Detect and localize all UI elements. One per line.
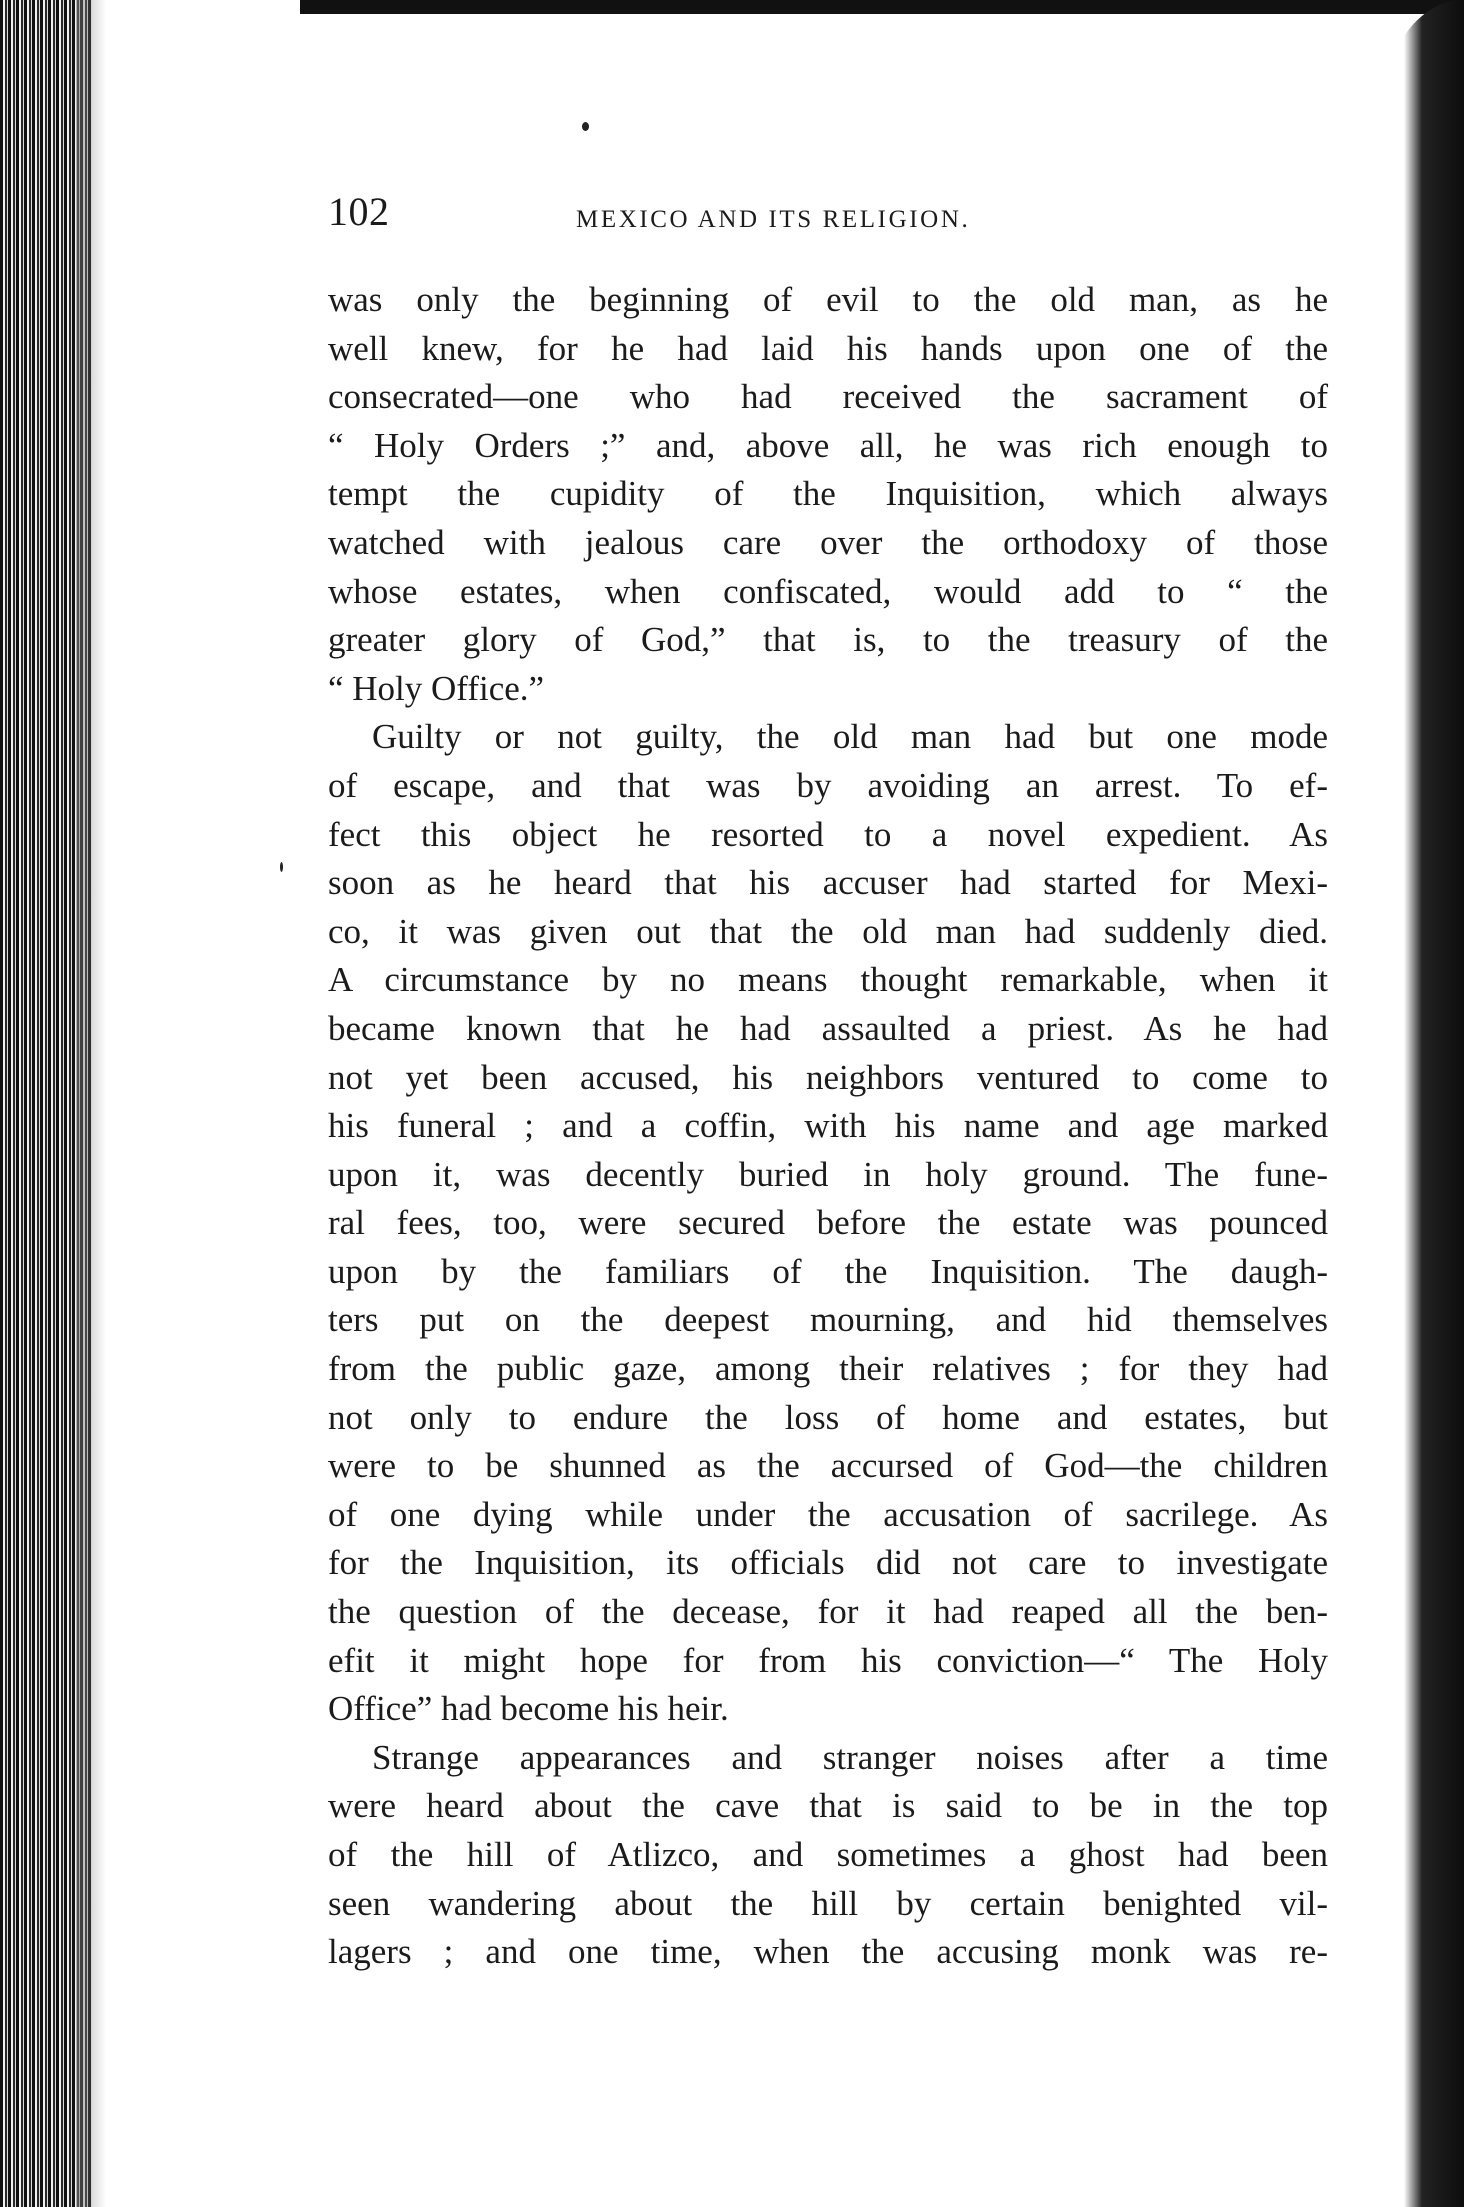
gutter-shadow — [76, 0, 106, 2207]
ink-speck — [582, 122, 589, 131]
text-line: of one dying while under the accusation of sacrilege. As — [328, 1494, 1328, 1534]
page-number: 102 — [328, 189, 390, 234]
text-line: upon by the familiars of the Inquisition. The daugh- — [328, 1251, 1328, 1291]
text-line: “ Holy Office.” — [328, 668, 545, 708]
scan-edge-right — [1384, 0, 1464, 2207]
text-line: ral fees, too, were secured before the estate was pounced — [328, 1203, 1328, 1243]
paragraph-start-line: Strange appearances and stranger noises after a time — [372, 1737, 1328, 1777]
paragraph-start-line: Guilty or not guilty, the old man had but one mode — [372, 717, 1328, 757]
text-line: was only the beginning of evil to the old man, as he — [328, 280, 1328, 319]
text-line: from the public gaze, among their relatives ; for they had — [328, 1349, 1328, 1389]
body-text — [328, 276, 1328, 1977]
text-line: were to be shunned as the accursed of God—the children — [328, 1446, 1328, 1486]
page-header — [328, 188, 1328, 248]
text-line: whose estates, when confiscated, would add to “ the — [328, 571, 1328, 611]
text-line: the question of the decease, for it had reaped all the ben- — [328, 1592, 1328, 1632]
text-line: co, it was given out that the old man had suddenly died. — [328, 911, 1328, 951]
running-title: MEXICO AND ITS RELIGION. — [576, 206, 971, 233]
text-line: of escape, and that was by avoiding an arrest. To ef- — [328, 765, 1328, 805]
ink-speck — [280, 862, 283, 872]
text-line: efit it might hope for from his conviction—“ The Holy — [328, 1640, 1328, 1680]
text-line: upon it, was decently buried in holy ground. The fune- — [328, 1154, 1328, 1194]
text-line: of the hill of Atlizco, and sometimes a ghost had been — [328, 1835, 1328, 1874]
text-line: ters put on the deepest mourning, and hid themselves — [328, 1300, 1328, 1340]
text-line: A circumstance by no means thought remarkable, when it — [328, 960, 1328, 1000]
text-line: “ Holy Orders ;” and, above all, he was rich enough to — [328, 425, 1328, 465]
text-line: were heard about the cave that is said to be in the top — [328, 1786, 1328, 1826]
text-line: for the Inquisition, its officials did not care to investigate — [328, 1543, 1328, 1583]
text-line: seen wandering about the hill by certain benighted vil- — [328, 1883, 1328, 1923]
scan-edge-top — [300, 0, 1464, 14]
text-line: Office” had become his heir. — [328, 1689, 729, 1729]
text-line: greater glory of God,” that is, to the treasury of the — [328, 620, 1328, 660]
text-line: not yet been accused, his neighbors ventured to come to — [328, 1057, 1328, 1097]
text-line: became known that he had assaulted a priest. As he had — [328, 1008, 1328, 1048]
text-line: his funeral ; and a coffin, with his name and age marked — [328, 1106, 1328, 1146]
text-line: fect this object he resorted to a novel expedient. As — [328, 814, 1328, 854]
text-line: lagers ; and one time, when the accusing monk was re- — [328, 1932, 1328, 1972]
text-line: tempt the cupidity of the Inquisition, which always — [328, 474, 1328, 514]
text-line: consecrated—one who had received the sacrament of — [328, 377, 1328, 417]
text-line: not only to endure the loss of home and estates, but — [328, 1397, 1328, 1437]
text-line: soon as he heard that his accuser had started for Mexi- — [328, 863, 1328, 903]
text-line: well knew, for he had laid his hands upon one of the — [328, 328, 1328, 368]
text-line: watched with jealous care over the orthodoxy of those — [328, 522, 1328, 562]
